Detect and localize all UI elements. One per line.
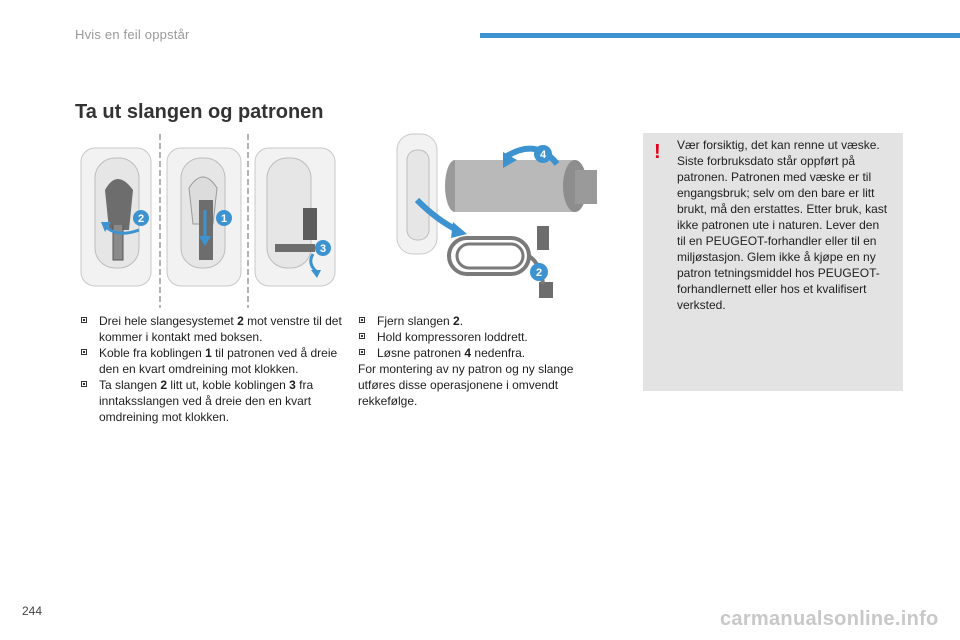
- illustration-panel-1: [81, 148, 151, 286]
- label-2-hose: 2: [535, 267, 543, 279]
- page-number: 244: [22, 604, 43, 618]
- hose: [449, 226, 553, 298]
- checkbox-bullet-icon: [81, 317, 87, 323]
- section-header: Hvis en feil oppstår: [75, 27, 190, 42]
- header-accent-bar: [480, 33, 960, 38]
- checkbox-bullet-icon: [359, 317, 365, 323]
- illustration-panel-3: [255, 148, 335, 286]
- right-steps-list: [358, 313, 608, 361]
- list-item: Ta slangen 2 litt ut, koble koblingen 3 fra inntaksslangen ved å dreie den en kvart omdreining mot klokken.: [80, 377, 342, 425]
- list-item: Drei hele slangesystemet 2 mot venstre til det kommer i kontakt med boksen.: [80, 313, 342, 345]
- label-1-panel-2: 1: [220, 213, 228, 225]
- list-item: Fjern slangen 2.: [358, 313, 608, 329]
- list-item: Koble fra koblingen 1 til patronen ved å dreie den en kvart omdreining mot klokken.: [80, 345, 342, 377]
- list-item: Løsne patronen 4 nedenfra.: [358, 345, 608, 361]
- hose-removal-illustration: [75, 130, 343, 310]
- checkbox-bullet-icon: [81, 349, 87, 355]
- label-3-panel-3: 3: [319, 243, 327, 255]
- checkbox-bullet-icon: [359, 349, 365, 355]
- reassembly-note: For montering av ny patron og ny slange utføres disse operasjonene i omvendt rekkefølge.: [358, 362, 574, 408]
- warning-text: Vær forsiktig, det kan renne ut væske. Siste forbruksdato står oppført på patronen. Patronen med væske er til engangsbruk; selv om den bare er litt brukt, må den erstattes. Etter bruk, kast ikke patronen ute i naturen. Lever den til en PEUGEOT-forhandler eller til en miljøstasjon. Glem ikke å kjøpe en ny patron tetningsmiddel hos PEUGEOT-forhandlernett eller hos et kvalifisert verksted.: [677, 138, 888, 312]
- label-2-panel-1: 2: [137, 213, 145, 225]
- list-item: Hold kompressoren loddrett.: [358, 329, 608, 345]
- page-title: Ta ut slangen og patronen: [75, 101, 324, 123]
- cartridge-hose-illustration: [357, 130, 617, 310]
- watermark: carmanualsonline.info: [720, 608, 939, 630]
- checkbox-bullet-icon: [359, 333, 365, 339]
- label-4-cartridge: 4: [539, 149, 547, 161]
- cartridge: [445, 145, 597, 212]
- illustration-panel-2: [167, 148, 241, 286]
- checkbox-bullet-icon: [81, 381, 87, 387]
- left-steps-list: [80, 313, 342, 425]
- warning-exclamation-icon: !: [654, 141, 661, 163]
